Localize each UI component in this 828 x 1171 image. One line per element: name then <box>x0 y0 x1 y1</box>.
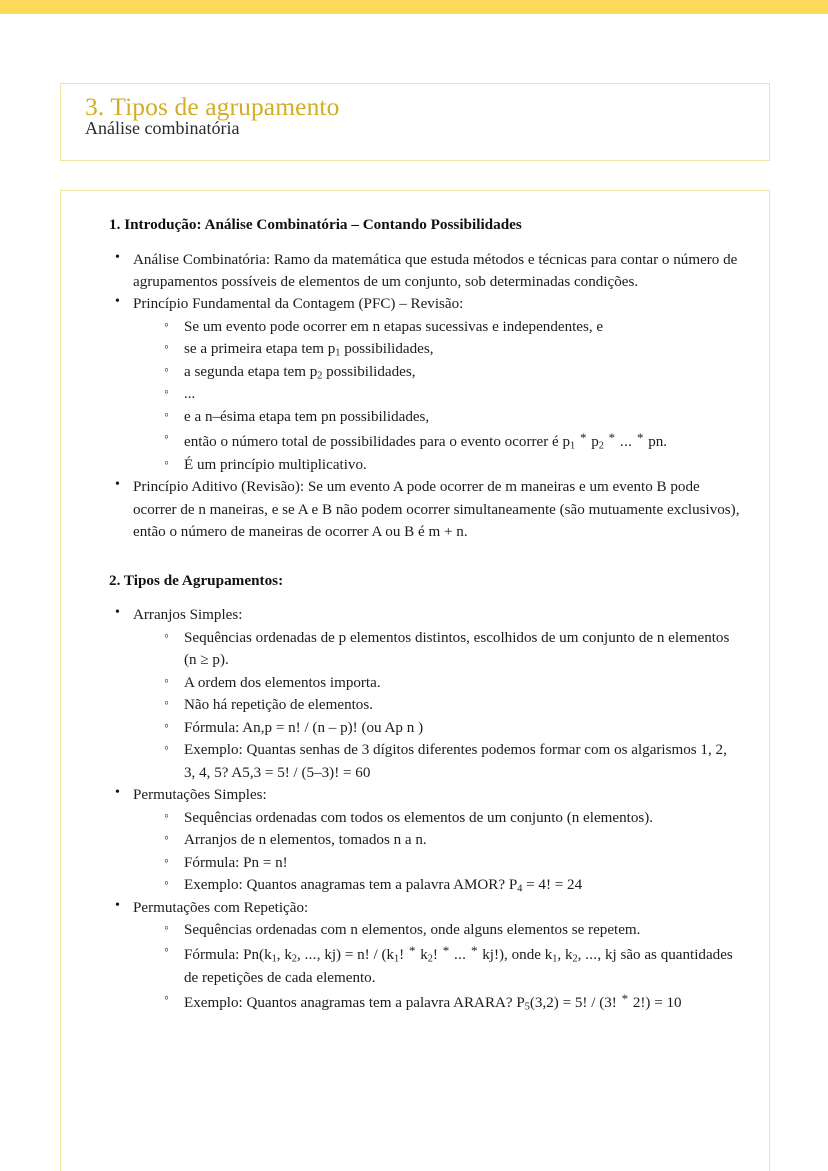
slide-title-box <box>60 83 770 161</box>
bullet-list-tipos <box>89 604 741 1015</box>
sub-bullet-text: Sequências ordenadas de p elementos distintos, escolhidos de um conjunto de n elementos (n ≥ p). <box>184 629 730 669</box>
sub-bullet-text: Exemplo: Quantos anagramas tem a palavra ARARA? $P_5(3,2) = 5$! / (3! * 2!) = 10 <box>184 991 682 1013</box>
bullet-text: Princípio Fundamental da Contagem (PFC) – Revisão: <box>133 296 464 313</box>
sub-bullet-list-pfc <box>133 316 741 476</box>
bullet-text: Arranjos Simples: <box>133 607 243 624</box>
sub-bullet-text: Sequências ordenadas com todos os elementos de um conjunto (n elementos). <box>184 809 654 826</box>
sub-bullet-text: Não há repetição de elementos. <box>184 697 374 714</box>
sub-bullet-text: Fórmula: An,p = n! / (n – p)! (ou Ap n ) <box>184 719 424 736</box>
sub-bullet-text: ... <box>184 386 196 403</box>
list-item <box>163 316 741 338</box>
section-heading-introducao: 1. Introdução: Análise Combinatória – Contando Possibilidades <box>109 216 522 233</box>
sub-bullet-text: A ordem dos elementos importa. <box>184 674 381 691</box>
list-item <box>111 476 741 543</box>
bullet-text: Análise Combinatória: Ramo da matemática que estuda métodos e técnicas para contar o número de agrupamentos possíveis de elementos de um conjunto, sob determinadas condições. <box>133 251 738 290</box>
bullet-text: Permutações Simples: <box>133 787 267 804</box>
sub-bullet-text: Se um evento pode ocorrer em n etapas sucessivas e independentes, e <box>184 318 604 335</box>
sub-bullet-list-arranjos <box>133 627 741 784</box>
list-item <box>163 361 741 383</box>
list-item <box>163 383 741 405</box>
list-item <box>111 784 741 896</box>
list-item <box>111 249 741 294</box>
sub-bullet-text: Arranjos de n elementos, tomados n a n. <box>184 832 427 849</box>
list-item <box>163 807 741 829</box>
list-item <box>163 428 741 453</box>
list-item <box>163 338 741 360</box>
section-heading-tipos: 2. Tipos de Agrupamentos: <box>109 571 284 589</box>
list-item <box>163 852 741 874</box>
list-item <box>163 919 741 941</box>
list-item <box>163 739 741 784</box>
sub-bullet-list-permutacoes-repeticao <box>133 919 741 1015</box>
list-item <box>163 454 741 476</box>
content-box <box>60 190 770 1171</box>
list-item <box>163 941 741 989</box>
list-item <box>163 989 741 1014</box>
sub-bullet-list-permutacoes <box>133 807 741 897</box>
sub-bullet-text: Sequências ordenadas com n elementos, onde alguns elementos se repetem. <box>184 922 641 938</box>
list-item <box>111 604 741 784</box>
bullet-text: Permutações com Repetição: <box>133 899 309 916</box>
sub-bullet-text: É um princípio multiplicativo. <box>184 456 367 473</box>
sub-bullet-text: Exemplo: Quantos anagramas tem a palavra AMOR? $P_4 = 4$! = 24 <box>184 877 583 895</box>
list-item <box>163 874 741 896</box>
list-item <box>111 897 741 1015</box>
list-item <box>163 627 741 672</box>
sub-bullet-text: Fórmula: $Pn(k_1$, $k_2$, ..., kj) = n! / ($k_1$! * $k_2$! * ... * kj!), onde $k_1$, $k_2$, ..., kj são as quantidades de repetições de cada elemento. <box>184 943 733 986</box>
list-item <box>163 406 741 428</box>
page-subtitle: Análise combinatória <box>85 118 240 139</box>
list-item <box>163 694 741 716</box>
sub-bullet-text: se a primeira etapa tem $p_1$ possibilidades, <box>184 341 434 359</box>
sub-bullet-text: a segunda etapa tem $p_2$ possibilidades, <box>184 363 416 382</box>
top-accent-band <box>0 0 828 14</box>
bullet-list-introducao <box>89 249 741 544</box>
page-title: 3. Tipos de agrupamento <box>85 92 340 121</box>
sub-bullet-text: Exemplo: Quantas senhas de 3 dígitos diferentes podemos formar com os algarismos 1, 2, 3, 4, 5? A5,3 = 5! / (5–3)! = 60 <box>184 742 727 781</box>
sub-bullet-text: e a n–ésima etapa tem pn possibilidades, <box>184 408 430 425</box>
list-item <box>163 717 741 739</box>
bullet-text: Princípio Aditivo (Revisão): Se um evento A pode ocorrer de m maneiras e um evento B pode ocorrer de n maneiras, e se A e B não podem ocorrer simultaneamente (são mutuamente exclusivos), então o número de maneiras de ocorrer A ou B é m + n. <box>133 479 740 541</box>
list-item <box>163 829 741 851</box>
list-item <box>111 293 741 476</box>
list-item <box>163 672 741 694</box>
sub-bullet-text: Fórmula: Pn = n! <box>184 854 288 871</box>
sub-bullet-text: então o número total de possibilidades para o evento ocorrer é $p_1 * p_2$ * ... * pn. <box>184 430 668 452</box>
